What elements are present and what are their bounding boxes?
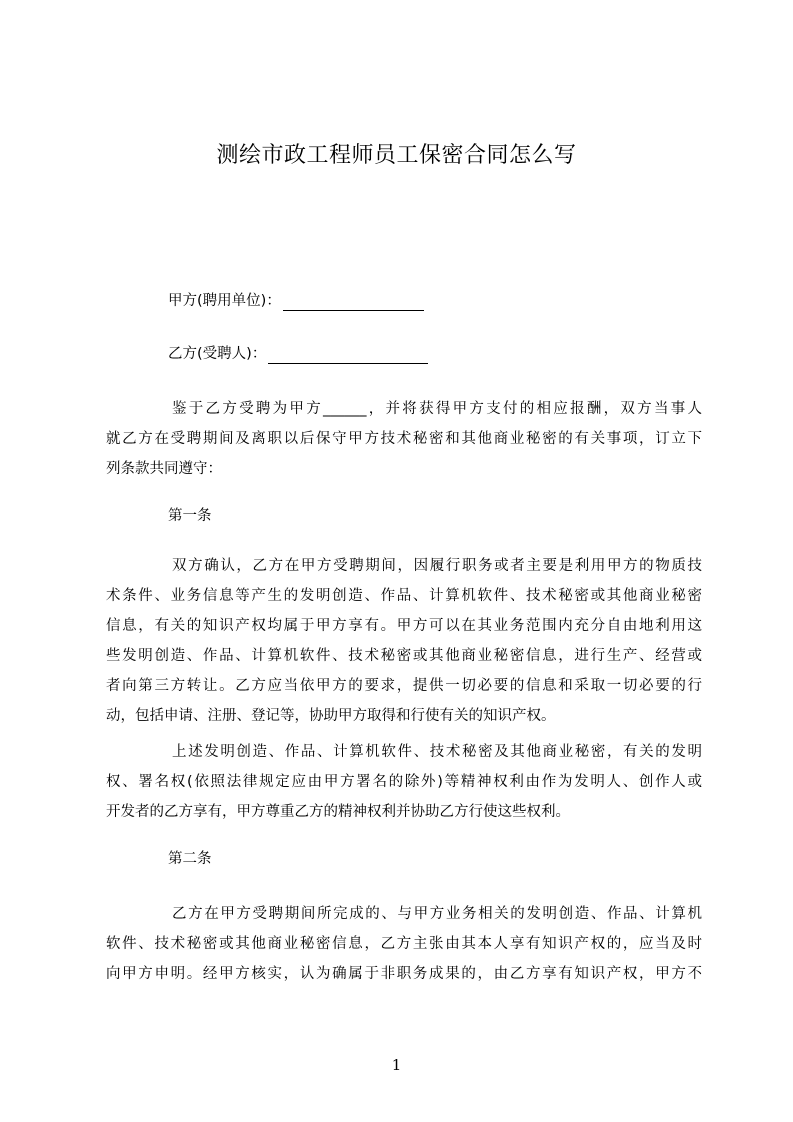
party-b-blank — [268, 348, 428, 364]
party-b-label: 乙方(受聘人)： — [168, 346, 267, 362]
article-1-heading: 第一条 — [168, 508, 212, 524]
paragraph-line: 开发者的乙方享有，甲方尊重乙方的精神权利并协助乙方行使这些权利。 — [106, 804, 570, 820]
preamble-line: 就乙方在受聘期间及离职以后保守甲方技术秘密和其他商业秘密的有关事项，订立下 — [106, 431, 702, 447]
party-a-label: 甲方(聘用单位)： — [168, 293, 281, 309]
paragraph-line: 双方确认，乙方在甲方受聘期间，因履行职务或者主要是利用甲方的物质技 — [172, 558, 702, 574]
paragraph-line: 信息，有关的知识产权均属于甲方享有。甲方可以在其业务范围内充分自由地利用这 — [106, 618, 702, 634]
paragraph-line: 乙方在甲方受聘期间所完成的、与甲方业务相关的发明创造、作品、计算机 — [172, 906, 702, 922]
paragraph-line: 向甲方申明。经甲方核实，认为确属于非职务成果的，由乙方享有知识产权，甲方不 — [106, 966, 702, 982]
party-b-field — [168, 344, 428, 364]
paragraph-line: 软件、技术秘密或其他商业秘密信息，乙方主张由其本人享有知识产权的，应当及时 — [106, 936, 702, 952]
paragraph-line: 权、署名权(依照法律规定应由甲方署名的除外)等精神权利由作为发明人、创作人或 — [106, 774, 702, 790]
party-a-field — [168, 291, 424, 311]
preamble-line: 列条款共同遵守： — [106, 461, 222, 477]
paragraph-line: 些发明创造、作品、计算机软件、技术秘密或其他商业秘密信息，进行生产、经营或 — [106, 648, 702, 664]
article-2-paragraph-1 — [106, 899, 702, 989]
preamble-paragraph — [106, 394, 702, 484]
paragraph-line: 者向第三方转让。乙方应当依甲方的要求，提供一切必要的信息和采取一切必要的行 — [106, 678, 702, 694]
page-number: 1 — [391, 1056, 402, 1074]
paragraph-line: 上述发明创造、作品、计算机软件、技术秘密及其他商业秘密，有关的发明 — [172, 744, 702, 760]
article-1-paragraph-2 — [106, 737, 702, 827]
paragraph-line: 术条件、业务信息等产生的发明创造、作品、计算机软件、技术秘密或其他商业秘密 — [106, 588, 702, 604]
document-title: 测绘市政工程师员工保密合同怎么写 — [216, 143, 577, 168]
party-a-blank — [283, 295, 424, 311]
preamble-line: 鉴于乙方受聘为甲方______，并将获得甲方支付的相应报酬，双方当事人 — [172, 401, 702, 417]
paragraph-line: 动，包括申请、注册、登记等，协助甲方取得和行使有关的知识产权。 — [106, 708, 556, 724]
article-1-paragraph-1 — [106, 551, 702, 731]
article-2-heading: 第二条 — [168, 851, 212, 867]
